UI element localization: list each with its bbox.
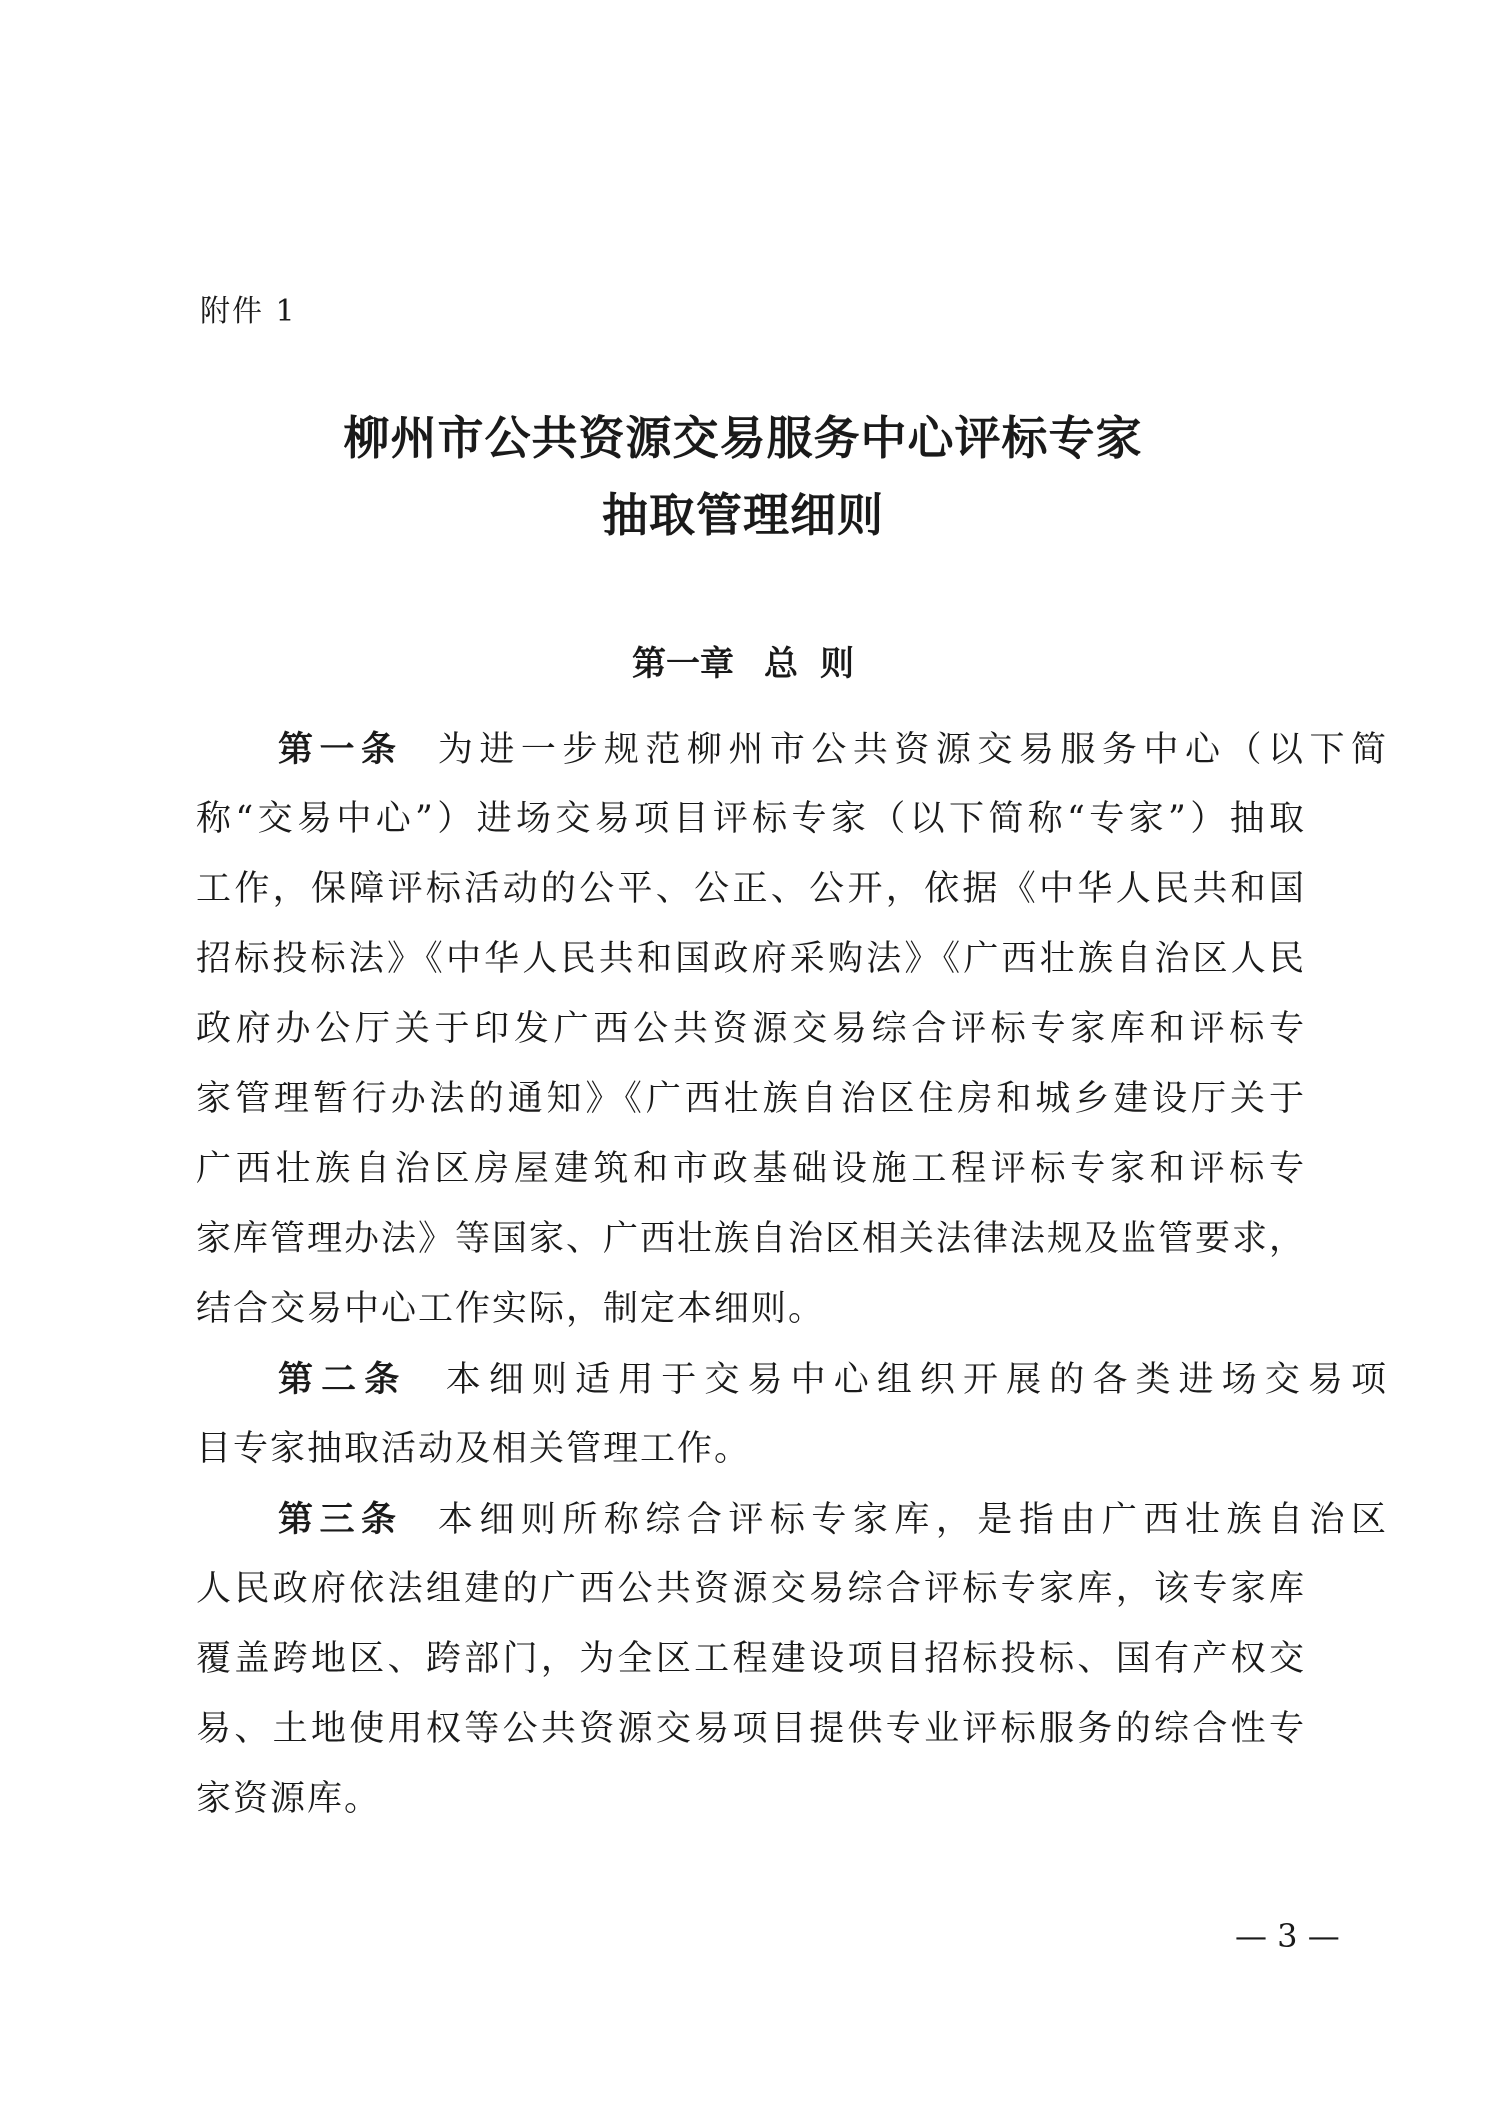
article-3-text-3: 覆盖跨地区、跨部门，为全区工程建设项目招标投标、国有产权交 [196, 1639, 1306, 1679]
article-3-text-1: 本细则所称综合评标专家库，是指由广西壮族自治区 [437, 1500, 1388, 1540]
article-1-text-5: 政府办公厅关于印发广西公共资源交易综合评标专家库和评标专 [196, 1009, 1306, 1049]
article-3-text-5: 家资源库。 [196, 1779, 382, 1819]
page-number-value: 3 [1277, 1917, 1298, 1955]
article-1-line [196, 729, 1388, 770]
article-2-line [196, 1359, 1388, 1400]
article-1-text-7: 广西壮族自治区房屋建筑和市政基础设施工程评标专家和评标专 [196, 1149, 1306, 1189]
article-2-text-2: 目专家抽取活动及相关管理工作。 [196, 1429, 752, 1469]
article-3-text-4: 易、土地使用权等公共资源交易项目提供专业评标服务的综合性专 [196, 1709, 1306, 1749]
chapter-name-part-1: 总 [764, 644, 798, 684]
article-1-text-8: 家库管理办法》等国家、广西壮族自治区相关法律法规及监管要求， [196, 1219, 1307, 1259]
chapter-name-part-2: 则 [820, 644, 854, 684]
chapter-number: 第一章 [632, 644, 734, 684]
article-1-text-2: 称“交易中心”）进场交易项目评标专家（以下简称“专家”）抽取 [196, 799, 1306, 839]
document-title-line-2: 抽取管理细则 [602, 488, 884, 542]
article-1-text-6: 家管理暂行办法的通知》《广西壮族自治区住房和城乡建设厅关于 [196, 1079, 1306, 1119]
article-2-label: 第二条 [278, 1359, 408, 1400]
page-number-dash-right: — [1307, 1917, 1340, 1955]
page-number [1235, 1917, 1340, 1955]
article-1-text-3: 工作，保障评标活动的公平、公正、公开，依据《中华人民共和国 [196, 869, 1306, 909]
article-1-text-9: 结合交易中心工作实际，制定本细则。 [196, 1289, 826, 1329]
article-2-text-1: 本细则适用于交易中心组织开展的各类进场交易项 [445, 1360, 1388, 1400]
attachment-label: 附件 1 [200, 294, 297, 329]
article-1-text-1: 为进一步规范柳州市公共资源交易服务中心（以下简 [437, 730, 1388, 770]
page-number-dash-left: — [1235, 1917, 1267, 1955]
article-1-text-4: 招标投标法》《中华人民共和国政府采购法》《广西壮族自治区人民 [196, 939, 1306, 979]
article-3-label: 第三条 [278, 1499, 403, 1540]
article-1-label: 第一条 [278, 729, 403, 770]
document-title-line-1: 柳州市公共资源交易服务中心评标专家 [343, 411, 1143, 465]
chapter-heading [0, 636, 1486, 685]
article-3-line [196, 1499, 1388, 1540]
article-3-text-2: 人民政府依法组建的广西公共资源交易综合评标专家库，该专家库 [196, 1569, 1306, 1609]
